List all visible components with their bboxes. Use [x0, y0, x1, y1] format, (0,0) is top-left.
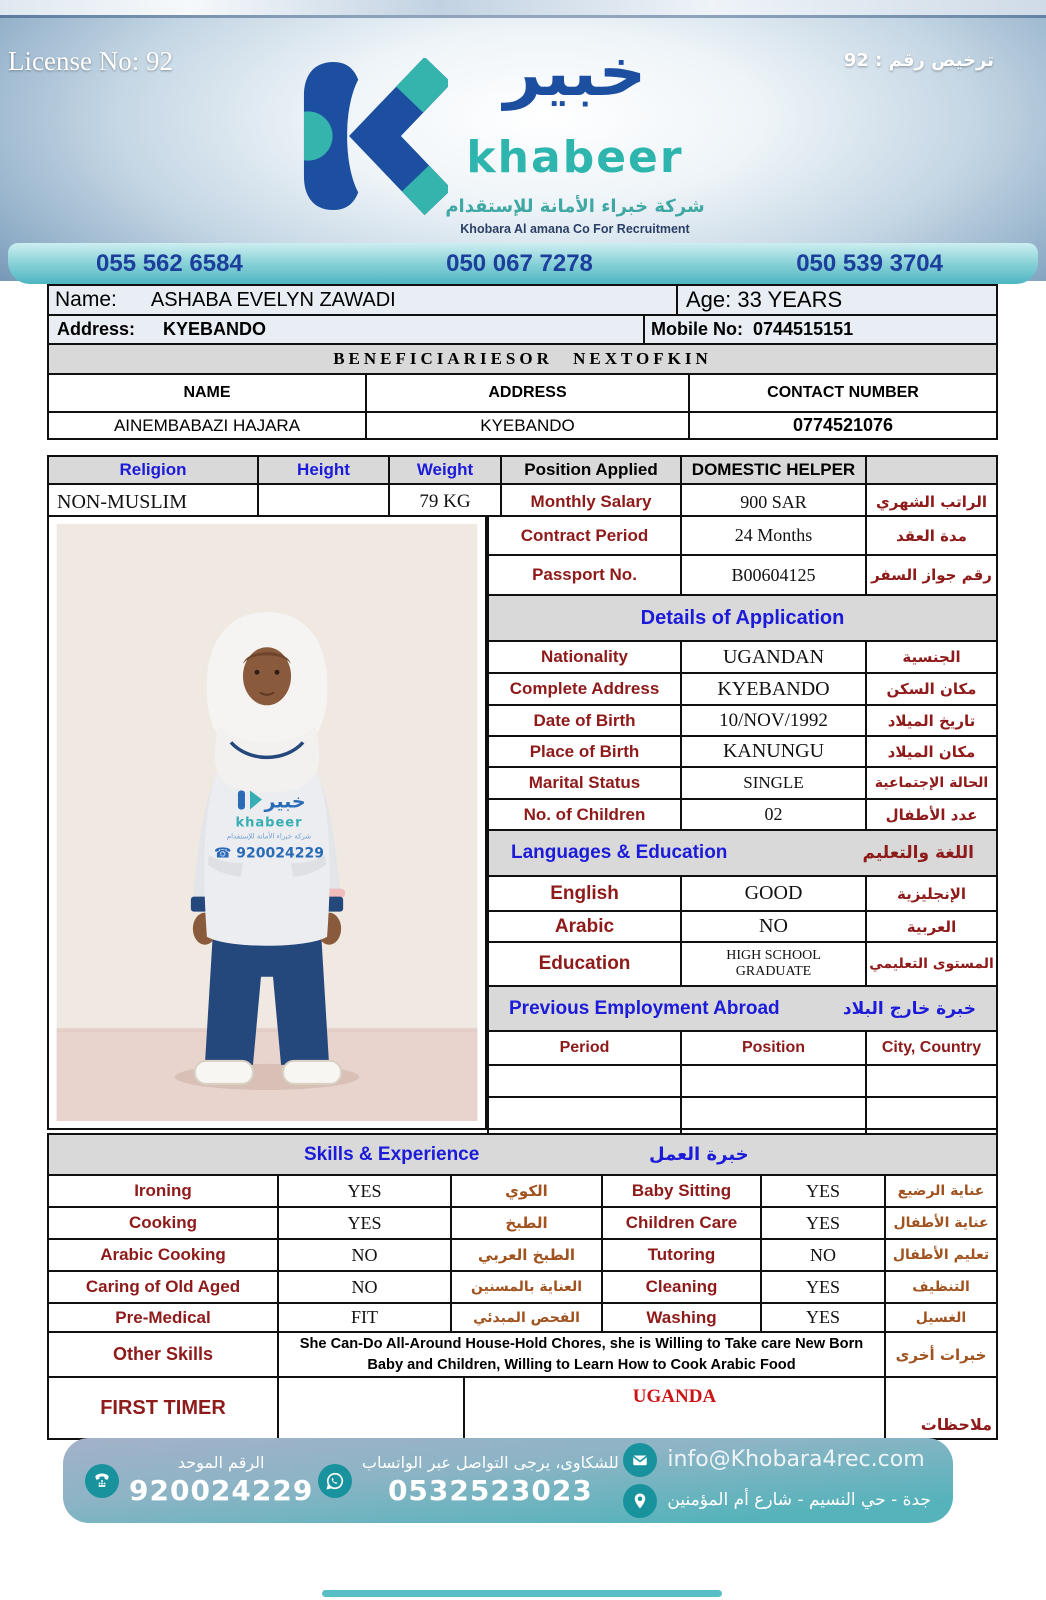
- contact-info-group: [623, 1443, 931, 1518]
- mobile-cell: [645, 316, 996, 343]
- nationality-label: Nationality: [489, 642, 682, 672]
- empty-cell: [682, 1066, 867, 1096]
- date-of-birth-row: [489, 706, 996, 737]
- complete-address-value: KYEBANDO: [682, 674, 867, 704]
- languages-title-row: [489, 831, 996, 877]
- skill-label: Washing: [603, 1304, 762, 1331]
- marital-status-row: [489, 768, 996, 800]
- skill-arabic: تعليم الأطفال: [892, 1247, 990, 1263]
- top-scan-strip: [0, 0, 1046, 15]
- position-header: Position: [682, 1032, 867, 1064]
- khabeer-logo-icon: [300, 58, 448, 216]
- logo-tagline-english: Khobara Al amana Co For Recruitment: [460, 222, 690, 236]
- logo-wordmark-arabic: خبير: [503, 34, 647, 111]
- position-applied-value: DOMESTIC HELPER: [682, 457, 867, 483]
- date-of-birth-value: 10/NOV/1992: [682, 706, 867, 735]
- skill-row-ironing: [49, 1176, 996, 1208]
- languages-title-arabic: اللغة والتعليم: [862, 843, 974, 863]
- education-arabic: المستوى التعليمي: [869, 956, 994, 972]
- nationality-value: UGANDAN: [682, 642, 867, 672]
- monthly-salary-arabic: الراتب الشهري: [876, 493, 987, 511]
- position-applied-label: Position Applied: [502, 457, 682, 483]
- education-value: HIGH SCHOOL GRADUATE: [682, 943, 867, 985]
- skill-value: FIT: [279, 1304, 452, 1331]
- skill-label: Pre-Medical: [49, 1304, 279, 1331]
- beneficiary-address-header: ADDRESS: [367, 375, 690, 411]
- email-icon: [623, 1443, 657, 1477]
- first-timer-label: FIRST TIMER: [49, 1378, 279, 1438]
- complete-address-arabic: مكان السكن: [886, 680, 977, 698]
- beneficiary-contact: 0774521076: [792, 415, 894, 435]
- phone-numbers-band: [8, 243, 1038, 284]
- religion-header: Religion: [49, 457, 259, 483]
- height-value: [259, 485, 390, 519]
- skills-title-arabic: خبرة العمل: [649, 1144, 749, 1165]
- marital-status-label: Marital Status: [489, 768, 682, 798]
- email-group: [623, 1443, 924, 1477]
- complete-address-row: [489, 674, 996, 706]
- application-details-panel: [487, 515, 998, 1168]
- employment-title-row: [489, 987, 996, 1032]
- arabic-arabic: العربية: [906, 917, 957, 936]
- place-of-birth-arabic: مكان الميلاد: [887, 742, 976, 761]
- marital-status-value: SINGLE: [682, 768, 867, 798]
- unified-number-value: 920024229: [129, 1474, 314, 1507]
- skill-arabic: الغسيل: [915, 1309, 967, 1326]
- beneficiary-name: AINEMBABAZI HAJARA: [49, 413, 367, 438]
- skill-arabic: الكوي: [452, 1176, 603, 1206]
- address-value: KYEBANDO: [163, 319, 267, 339]
- notes-arabic: ملاحظات: [920, 1415, 992, 1434]
- skill-row-old-aged: [49, 1272, 996, 1304]
- weight-value: 79 KG: [390, 485, 502, 519]
- skill-label: Tutoring: [603, 1240, 762, 1270]
- skill-value: NO: [279, 1272, 452, 1302]
- beneficiaries-value-row: [49, 413, 996, 438]
- marital-status-arabic: الحالة الإجتماعية: [874, 775, 989, 791]
- phone-number-2: 050 067 7278: [446, 249, 593, 277]
- profile-header-empty-cell: [867, 457, 996, 483]
- skill-row-pre-medical: [49, 1304, 996, 1333]
- contract-period-label: Contract Period: [489, 517, 682, 554]
- other-skills-row: [49, 1333, 996, 1378]
- skill-label: Caring of Old Aged: [49, 1272, 279, 1302]
- skills-title-row: [49, 1135, 996, 1176]
- whatsapp-number: 0532523023: [387, 1474, 593, 1507]
- place-of-birth-row: [489, 737, 996, 768]
- children-arabic: عدد الأطفال: [885, 805, 978, 824]
- education-label: Education: [489, 943, 682, 985]
- monthly-salary-value: 900 SAR: [682, 485, 867, 519]
- empty-cell: [867, 1066, 996, 1096]
- whatsapp-icon: [318, 1464, 352, 1498]
- skill-arabic: عناية الأطفال: [893, 1215, 989, 1231]
- english-value: GOOD: [682, 877, 867, 910]
- telephone-icon: [85, 1464, 119, 1498]
- whatsapp-group: [318, 1453, 619, 1508]
- skill-value: YES: [762, 1304, 886, 1331]
- date-of-birth-arabic: تاريخ الميلاد: [887, 711, 976, 730]
- empty-cell: [489, 1066, 682, 1096]
- complete-address-label: Complete Address: [489, 674, 682, 704]
- city-country-header: City, Country: [881, 1039, 982, 1056]
- beneficiaries-header-row: [49, 375, 996, 413]
- employment-empty-row-2: [489, 1098, 996, 1130]
- first-timer-country: UGANDA: [465, 1378, 886, 1438]
- skill-row-arabic-cooking: [49, 1240, 996, 1272]
- skill-arabic: الفحص المبدئي: [452, 1304, 603, 1331]
- beneficiary-contact-header: CONTACT NUMBER: [767, 384, 919, 401]
- skill-label: Baby Sitting: [603, 1176, 762, 1206]
- skill-arabic: العناية بالمسنين: [452, 1272, 603, 1302]
- skill-value: NO: [762, 1240, 886, 1270]
- license-number-en: License No: 92: [8, 46, 173, 76]
- skill-value: YES: [279, 1176, 452, 1206]
- skill-label: Ironing: [49, 1176, 279, 1206]
- employment-title-arabic: خبرة خارج البلاد: [842, 998, 976, 1019]
- skill-arabic: الطبخ العربي: [452, 1240, 603, 1270]
- monthly-salary-label: Monthly Salary: [502, 485, 682, 519]
- contract-period-arabic: مدة العقد: [896, 526, 967, 545]
- address-label: Address:: [57, 319, 136, 339]
- languages-title: Languages & Education: [511, 842, 728, 863]
- license-number-ar: ترخيص رقم : 92: [843, 50, 994, 71]
- passport-label: Passport No.: [489, 556, 682, 594]
- empty-cell: [867, 1098, 996, 1128]
- employment-header-row: [489, 1032, 996, 1066]
- skill-value: YES: [279, 1208, 452, 1238]
- applicant-photo-cell: [47, 515, 487, 1130]
- identity-table: [47, 284, 998, 440]
- mobile-label: Mobile No:: [651, 319, 743, 339]
- bottom-teal-bar: [322, 1590, 722, 1597]
- name-row: [49, 286, 996, 316]
- children-value: 02: [682, 800, 867, 829]
- skill-value: YES: [762, 1272, 886, 1302]
- phone-number-1: 055 562 6584: [96, 249, 243, 277]
- email-address: info@Khobara4rec.com: [667, 1447, 925, 1473]
- english-arabic: الإنجليزية: [896, 884, 967, 903]
- date-of-birth-label: Date of Birth: [489, 706, 682, 735]
- beneficiary-name-header: NAME: [49, 375, 367, 411]
- profile-table: [47, 455, 998, 521]
- empty-cell: [489, 1098, 682, 1128]
- unified-number-label: الرقم الموحد: [177, 1453, 265, 1472]
- employment-title: Previous Employment Abroad: [509, 997, 780, 1019]
- first-timer-row: [49, 1378, 996, 1438]
- other-skills-arabic: خبرات أخرى: [895, 1345, 987, 1364]
- skill-label: Cleaning: [603, 1272, 762, 1302]
- nationality-arabic: الجنسية: [902, 648, 961, 666]
- education-row: [489, 943, 996, 987]
- skill-value: YES: [762, 1208, 886, 1238]
- address-group: [623, 1484, 931, 1518]
- empty-cell: [682, 1098, 867, 1128]
- arabic-value: NO: [682, 912, 867, 941]
- contract-period-row: [489, 517, 996, 556]
- shirt-phone-number: ☎ 920024229: [213, 845, 325, 862]
- other-skills-label: Other Skills: [49, 1333, 279, 1376]
- whatsapp-label: للشكاوى، يرجى التواصل عبر الواتساب: [361, 1453, 619, 1472]
- nationality-row: [489, 642, 996, 674]
- skill-row-cooking: [49, 1208, 996, 1240]
- skill-value: YES: [762, 1176, 886, 1206]
- contract-period-value: 24 Months: [682, 517, 867, 554]
- passport-row: [489, 556, 996, 596]
- unified-number-group: [85, 1453, 313, 1508]
- period-header: Period: [489, 1032, 682, 1064]
- beneficiaries-title: BENEFICIARIESOR NEXTOFKIN: [49, 345, 996, 373]
- skill-arabic: عناية الرضيع: [897, 1183, 985, 1199]
- skill-arabic: الطبخ: [452, 1208, 603, 1238]
- skill-arabic: التنظيف: [912, 1279, 970, 1295]
- mobile-value: 0744515151: [753, 319, 854, 339]
- children-label: No. of Children: [489, 800, 682, 829]
- address-cell: [49, 316, 645, 343]
- logo-wordmark-english: khabeer: [466, 132, 684, 183]
- employment-title-cell: [489, 987, 996, 1030]
- skill-label: Cooking: [49, 1208, 279, 1238]
- arabic-row: [489, 912, 996, 943]
- name-cell: [49, 286, 678, 314]
- profile-value-row: [49, 485, 996, 519]
- height-header: Height: [259, 457, 390, 483]
- employment-empty-row-1: [489, 1066, 996, 1098]
- phone-number-3: 050 539 3704: [796, 249, 943, 277]
- arabic-label: Arabic: [489, 912, 682, 941]
- passport-arabic: رقم جواز السفر: [871, 566, 992, 584]
- shirt-tagline: شركة خبراء الأمانة للإستقدام: [226, 831, 312, 841]
- skills-title-cell: [49, 1135, 996, 1174]
- skill-label: Children Care: [603, 1208, 762, 1238]
- age-cell: Age: 33 YEARS: [678, 286, 996, 314]
- details-title-row: [489, 596, 996, 642]
- beneficiary-address: KYEBANDO: [367, 413, 690, 438]
- shirt-wordmark-english: khabeer: [235, 815, 303, 831]
- skill-label: Arabic Cooking: [49, 1240, 279, 1270]
- company-header-banner: [0, 15, 1046, 281]
- skill-value: NO: [279, 1240, 452, 1270]
- passport-value: B00604125: [682, 556, 867, 594]
- religion-value: NON-MUSLIM: [49, 485, 259, 519]
- place-of-birth-label: Place of Birth: [489, 737, 682, 766]
- skills-title: Skills & Experience: [304, 1143, 480, 1165]
- skills-table: [47, 1133, 998, 1440]
- english-label: English: [489, 877, 682, 910]
- company-address-arabic: جدة - حي النسيم - شارع أم المؤمنين: [667, 1490, 931, 1511]
- children-row: [489, 800, 996, 831]
- logo-tagline-arabic: شركة خبراء الأمانة للإستقدام: [445, 196, 705, 217]
- name-label: Name:: [55, 288, 117, 311]
- weight-header: Weight: [390, 457, 502, 483]
- beneficiaries-title-row: [49, 345, 996, 375]
- location-pin-icon: [623, 1484, 657, 1518]
- other-skills-value: She Can-Do All-Around House-Hold Chores, she is Willing to Take care New Born Baby and Children, Willing to Learn How to Cook Arabic Food: [279, 1333, 886, 1376]
- place-of-birth-value: KANUNGU: [682, 737, 867, 766]
- shirt-wordmark-arabic: خبير: [264, 790, 306, 813]
- address-row: [49, 316, 996, 345]
- name-value: ASHABA EVELYN ZAWADI: [150, 288, 396, 311]
- languages-title-cell: [489, 831, 996, 875]
- contact-footer: [63, 1438, 953, 1523]
- english-row: [489, 877, 996, 912]
- profile-header-row: [49, 457, 996, 485]
- details-title: Details of Application: [489, 596, 996, 640]
- applicant-photo: [56, 524, 478, 1121]
- empty-cell: [279, 1378, 465, 1438]
